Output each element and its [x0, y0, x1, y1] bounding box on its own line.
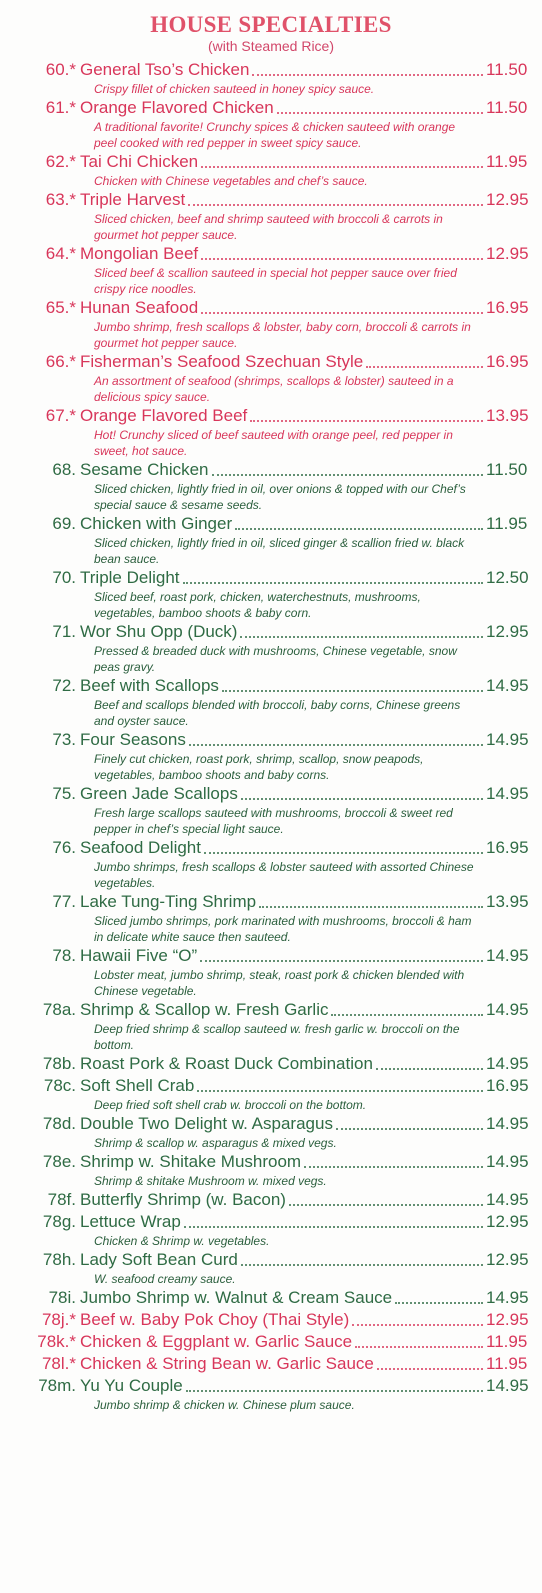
item-price: 11.95: [486, 514, 528, 533]
item-name: Wor Shu Opp (Duck): [80, 622, 238, 641]
item-number: 64.*: [45, 244, 76, 263]
item-description: Jumbo shrimp & chicken w. Chinese plum sauce.: [94, 1398, 355, 1412]
item-name: Lettuce Wrap: [80, 1212, 181, 1231]
menu-item-row: [0, 351, 542, 373]
menu-item-row: [0, 1331, 542, 1353]
item-number: 62.*: [45, 152, 76, 171]
menu-item-row: [0, 1353, 542, 1375]
menu-item-row: [0, 891, 542, 913]
item-name: Sesame Chicken: [80, 460, 209, 479]
dot-leader: [201, 166, 483, 168]
menu-item-row: [0, 999, 542, 1021]
dot-leader: [259, 906, 483, 908]
dot-leader: [212, 474, 483, 476]
menu-item-row: [0, 1309, 542, 1331]
dot-leader: [336, 1128, 483, 1130]
section-subtitle: (with Steamed Rice): [207, 38, 335, 54]
menu-item-row: [0, 1113, 542, 1135]
menu-item: [0, 513, 542, 567]
item-number: 60.*: [45, 60, 76, 79]
item-price: 14.95: [486, 730, 529, 749]
dot-leader: [204, 852, 483, 854]
item-name: Hunan Seafood: [80, 298, 199, 317]
dot-leader: [277, 112, 483, 114]
menu-item-row: [0, 243, 542, 265]
dot-leader: [197, 1090, 483, 1092]
menu-item: [0, 459, 542, 513]
item-number: 67.*: [45, 406, 76, 425]
menu-item: [0, 1331, 542, 1353]
item-description: Fresh large scallops sauteed with mushrooms, broccoli & sweet red pepper in chef’s special light sauce.: [94, 806, 453, 836]
item-name: Lake Tung-Ting Shrimp: [80, 892, 257, 911]
item-name: Shrimp w. Shitake Mushroom: [80, 1152, 302, 1171]
menu-item: [0, 1287, 542, 1309]
menu-item-row: [0, 621, 542, 643]
menu-item-row: [0, 1151, 542, 1173]
item-number: 78c.: [43, 1076, 76, 1095]
menu-item: [0, 1375, 542, 1413]
menu-item: [0, 891, 542, 945]
menu-item: [0, 1075, 542, 1113]
dot-leader: [252, 74, 483, 76]
menu-item-row: [0, 97, 542, 119]
menu-item: [0, 243, 542, 297]
item-number: 78k.*: [37, 1332, 76, 1351]
item-number: 78g.: [42, 1212, 76, 1231]
menu-item: [0, 189, 542, 243]
item-price: 14.95: [486, 1190, 529, 1209]
menu-item-row: [0, 1287, 542, 1309]
menu-item-row: [0, 1211, 542, 1233]
item-price: 14.95: [486, 1376, 529, 1395]
item-name: Beef with Scallops: [80, 676, 219, 695]
dot-leader: [289, 1204, 483, 1206]
item-description: Finely cut chicken, roast pork, shrimp, scallop, snow peapods, vegetables, bamboo shoots and baby corns.: [94, 752, 424, 782]
menu-item-row: [0, 729, 542, 751]
menu-item: [0, 1053, 542, 1075]
item-price: 14.95: [486, 784, 529, 803]
menu-item-row: [0, 945, 542, 967]
menu-item: [0, 675, 542, 729]
item-number: 69.: [52, 514, 76, 533]
dot-leader: [235, 528, 483, 530]
item-description: Shrimp & shitake Mushroom w. mixed vegs.: [94, 1174, 327, 1188]
dot-leader: [188, 204, 483, 206]
item-description: Beef and scallops blended with broccoli, baby corns, Chinese greens and oyster sauce.: [94, 698, 461, 728]
item-price: 11.50: [486, 98, 528, 117]
menu-item-row: [0, 567, 542, 589]
menu-item-row: [0, 783, 542, 805]
item-number: 65.*: [45, 298, 76, 317]
item-number: 73.: [52, 730, 76, 749]
item-description: Chicken with Chinese vegetables and chef’s sauce.: [94, 174, 368, 188]
item-description: Jumbo shrimp, fresh scallops & lobster, baby corn, broccoli & carrots in gourmet hot pepper sauce.: [94, 320, 471, 350]
menu-item: [0, 151, 542, 189]
dot-leader: [240, 636, 483, 638]
item-price: 13.95: [486, 406, 529, 425]
item-number: 78b.: [42, 1054, 76, 1073]
menu-item: [0, 1113, 542, 1151]
item-name: Triple Delight: [80, 568, 180, 587]
item-description: Lobster meat, jumbo shrimp, steak, roast pork & chicken blended with Chinese vegetable.: [94, 968, 465, 998]
item-price: 16.95: [486, 352, 529, 371]
item-name: Chicken & String Bean w. Garlic Sauce: [80, 1354, 374, 1373]
menu-item: [0, 1211, 542, 1249]
menu-item-row: [0, 1189, 542, 1211]
item-name: Tai Chi Chicken: [80, 152, 199, 171]
menu-item: [0, 297, 542, 351]
item-price: 11.95: [486, 1332, 528, 1351]
menu-item-row: [0, 59, 542, 81]
item-name: Green Jade Scallops: [80, 784, 238, 803]
dot-leader: [304, 1166, 483, 1168]
item-description: Shrimp & scallop w. asparagus & mixed vegs.: [94, 1136, 337, 1150]
item-price: 16.95: [486, 1076, 529, 1095]
item-price: 16.95: [486, 838, 529, 857]
item-name: Yu Yu Couple: [80, 1376, 183, 1395]
item-description: Sliced chicken, lightly fried in oil, sliced ginger & scallion fried w. black bean sauce.: [94, 536, 465, 566]
menu-item: [0, 97, 542, 151]
item-description: Sliced beef & scallion sauteed in special hot pepper sauce over fried crispy rice noodles.: [94, 266, 457, 296]
menu-item-row: [0, 1075, 542, 1097]
menu-item-row: [0, 675, 542, 697]
item-description: A traditional favorite! Crunchy spices & chicken sauteed with orange peel cooked with red pepper in sweet spicy sauce.: [94, 120, 456, 150]
menu-item: [0, 1249, 542, 1287]
item-number: 72.: [52, 676, 76, 695]
item-name: Chicken with Ginger: [80, 514, 233, 533]
menu-item: [0, 999, 542, 1053]
item-description: Deep fried shrimp & scallop sauteed w. fresh garlic w. broccoli on the bottom.: [94, 1022, 460, 1052]
item-number: 66.*: [45, 352, 76, 371]
item-price: 13.95: [486, 892, 529, 911]
item-name: Hawaii Five “O”: [80, 946, 198, 965]
section-title: HOUSE SPECIALTIES: [150, 12, 392, 37]
item-name: Beef w. Baby Pok Choy (Thai Style): [80, 1310, 350, 1329]
item-price: 11.50: [486, 60, 528, 79]
item-price: 12.95: [486, 244, 529, 263]
item-price: 16.95: [486, 298, 529, 317]
item-description: Sliced jumbo shrimps, pork marinated with mushrooms, broccoli & ham in delicate white sauce then sauteed.: [94, 914, 472, 944]
item-price: 14.95: [486, 1054, 529, 1073]
dot-leader: [355, 1346, 483, 1348]
item-name: Four Seasons: [80, 730, 186, 749]
item-description: Pressed & breaded duck with mushrooms, Chinese vegetable, snow peas gravy.: [94, 644, 457, 674]
item-name: Roast Pork & Roast Duck Combination: [80, 1054, 373, 1073]
menu-item-row: [0, 513, 542, 535]
item-price: 12.95: [486, 190, 529, 209]
item-description: Hot! Crunchy sliced of beef sauteed with orange peel, red pepper in sweet, hot sauce.: [94, 428, 453, 458]
menu-item-row: [0, 1375, 542, 1397]
dot-leader: [331, 1014, 483, 1016]
menu-item: [0, 567, 542, 621]
item-price: 11.95: [486, 1354, 528, 1373]
menu-item: [0, 837, 542, 891]
dot-leader: [184, 1226, 483, 1228]
dot-leader: [201, 258, 483, 260]
item-name: Chicken & Eggplant w. Garlic Sauce: [80, 1332, 353, 1351]
item-number: 71.: [52, 622, 76, 641]
item-price: 11.50: [486, 460, 528, 479]
item-name: Double Two Delight w. Asparagus: [80, 1114, 333, 1133]
dot-leader: [189, 744, 483, 746]
menu-item: [0, 1309, 542, 1331]
item-name: Fisherman’s Seafood Szechuan Style: [80, 352, 364, 371]
item-price: 12.95: [486, 1310, 529, 1329]
dot-leader: [186, 1390, 483, 1392]
menu-item: [0, 351, 542, 405]
item-price: 14.95: [486, 1152, 529, 1171]
menu-item: [0, 1189, 542, 1211]
dot-leader: [366, 366, 483, 368]
item-description: W. seafood creamy sauce.: [94, 1272, 236, 1286]
item-number: 68.: [52, 460, 76, 479]
menu-item: [0, 783, 542, 837]
menu-item-row: [0, 189, 542, 211]
menu-item-row: [0, 297, 542, 319]
item-number: 78i.: [48, 1288, 76, 1307]
item-number: 78j.*: [41, 1310, 76, 1329]
item-name: Orange Flavored Chicken: [80, 98, 274, 117]
item-description: An assortment of seafood (shrimps, scallops & lobster) sauteed in a delicious spicy sauce.: [94, 374, 454, 404]
menu-item-row: [0, 1053, 542, 1075]
item-name: Lady Soft Bean Curd: [80, 1250, 238, 1269]
item-number: 61.*: [45, 98, 76, 117]
item-number: 78e.: [42, 1152, 76, 1171]
item-name: Seafood Delight: [80, 838, 201, 857]
dot-leader: [200, 960, 483, 962]
menu-item-row: [0, 405, 542, 427]
item-price: 12.95: [486, 1250, 529, 1269]
item-name: Shrimp & Scallop w. Fresh Garlic: [80, 1000, 329, 1019]
menu-item-row: [0, 151, 542, 173]
item-price: 12.95: [486, 1212, 529, 1231]
item-number: 75.: [52, 784, 76, 803]
dot-leader: [222, 690, 483, 692]
menu-item: [0, 59, 542, 97]
item-number: 78a.: [42, 1000, 76, 1019]
item-number: 78l.*: [41, 1354, 76, 1373]
item-price: 14.95: [486, 1114, 529, 1133]
item-name: General Tso’s Chicken: [80, 60, 250, 79]
item-number: 63.*: [45, 190, 76, 209]
item-name: Orange Flavored Beef: [80, 406, 248, 425]
item-number: 78.: [52, 946, 76, 965]
item-name: Soft Shell Crab: [80, 1076, 195, 1095]
item-name: Triple Harvest: [80, 190, 186, 209]
dot-leader: [241, 798, 483, 800]
item-number: 77.: [52, 892, 76, 911]
menu-item-row: [0, 837, 542, 859]
item-number: 70.: [52, 568, 76, 587]
item-price: 12.95: [486, 622, 529, 641]
item-number: 78h.: [42, 1250, 76, 1269]
item-description: Sliced chicken, beef and shrimp sauteed with broccoli & carrots in gourmet hot pepper sauce.: [94, 212, 443, 242]
item-price: 14.95: [486, 676, 529, 695]
item-description: Chicken & Shrimp w. vegetables.: [94, 1234, 270, 1248]
item-price: 12.50: [486, 568, 529, 587]
item-name: Butterfly Shrimp (w. Bacon): [80, 1190, 286, 1209]
dot-leader: [250, 420, 483, 422]
dot-leader: [183, 582, 483, 584]
dot-leader: [377, 1368, 483, 1370]
menu-item: [0, 1353, 542, 1375]
dot-leader: [395, 1302, 483, 1304]
menu-item: [0, 405, 542, 459]
item-description: Sliced chicken, lightly fried in oil, over onions & topped with our Chef’s special sauce & sesame seeds.: [94, 482, 466, 512]
item-price: 14.95: [486, 1288, 529, 1307]
item-price: 11.95: [486, 152, 528, 171]
menu-list: [0, 59, 542, 1413]
menu-item: [0, 729, 542, 783]
item-description: Deep fried soft shell crab w. broccoli on the bottom.: [94, 1098, 367, 1112]
item-number: 78f.: [47, 1190, 76, 1209]
item-price: 14.95: [486, 1000, 529, 1019]
item-description: Sliced beef, roast pork, chicken, waterchestnuts, mushrooms, vegetables, bamboo shoots & baby corn.: [94, 590, 421, 620]
menu-item: [0, 621, 542, 675]
menu-item-row: [0, 1249, 542, 1271]
dot-leader: [241, 1264, 483, 1266]
dot-leader: [201, 312, 483, 314]
menu-item: [0, 945, 542, 999]
item-name: Jumbo Shrimp w. Walnut & Cream Sauce: [80, 1288, 393, 1307]
item-description: Jumbo shrimps, fresh scallops & lobster sauteed with assorted Chinese vegetables.: [94, 860, 474, 890]
item-price: 14.95: [486, 946, 529, 965]
menu-item-row: [0, 459, 542, 481]
item-number: 78d.: [42, 1114, 76, 1133]
dot-leader: [376, 1068, 483, 1070]
menu-item: [0, 1151, 542, 1189]
dot-leader: [352, 1324, 483, 1326]
item-name: Mongolian Beef: [80, 244, 199, 263]
item-number: 78m.: [38, 1376, 76, 1395]
item-description: Crispy fillet of chicken sauteed in honey spicy sauce.: [94, 82, 375, 96]
item-number: 76.: [52, 838, 76, 857]
